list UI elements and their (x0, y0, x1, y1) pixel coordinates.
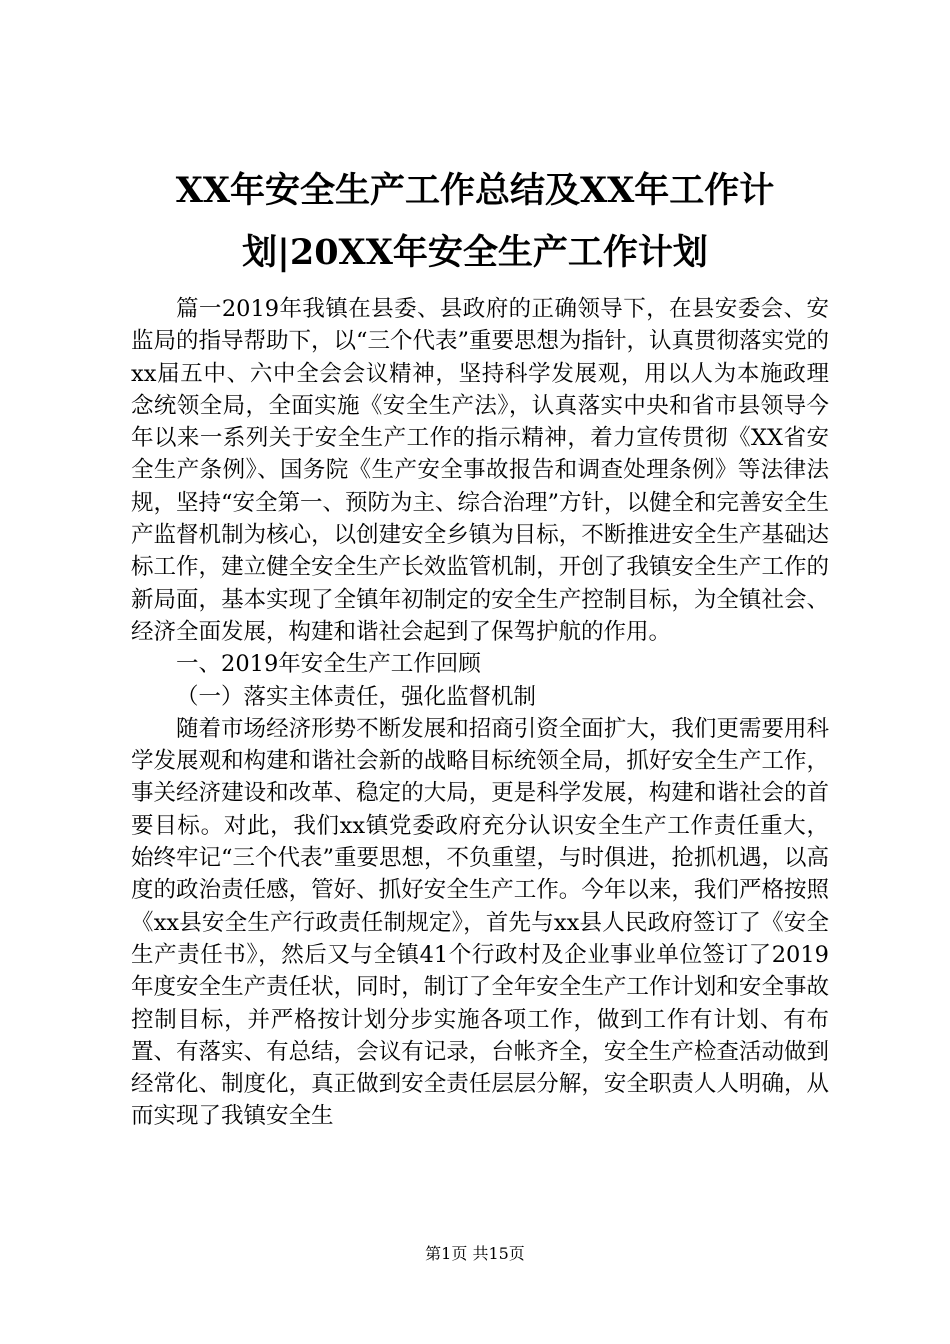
subsection-heading: （一）落实主体责任，强化监督机制 (176, 683, 537, 710)
intro-paragraph: 篇一2019年我镇在县委、县政府的正确领导下，在县安委会、安监局的指导帮助下，以“三个代表”重要思想为指针，认真贯彻落实党的xx届五中、六中全会会议精神，坚持科学发展观，用以人为本施政理念统领全局，全面实施《安全生产法》，认真落实中央和省市县领导今年以来一系列关于安全生产工作的指示精神，着力宣传贯彻《XX省安全生产条例》、国务院《生产安全事故报告和调查处理条例》等法律法规，坚持“安全第一、预防为主、综合治理”方针，以健全和完善安全生产监督机制为核心，以创建安全乡镇为目标，不断推进安全生产基础达标工作，建立健全安全生产长效监管机制，开创了我镇安全生产工作的新局面，基本实现了全镇年初制定的安全生产控制目标，为全镇社会、经济全面发展，构建和谐社会起到了保驾护航的作用。 (131, 296, 830, 645)
document-title: XX年安全生产工作总结及XX年工作计划|20XX年安全生产工作计划 (175, 170, 775, 273)
page-footer: 第1页 共15页 (425, 1244, 525, 1263)
section-heading: 一、2019年安全生产工作回顾 (176, 651, 481, 678)
document-body (131, 293, 829, 1133)
body-paragraph: 随着市场经济形势不断发展和招商引资全面扩大，我们更需要用科学发展观和构建和谐社会新的战略目标统领全局，抓好安全生产工作，事关经济建设和改革、稳定的大局，更是科学发展，构建和谐社会的首要目标。对此，我们xx镇党委政府充分认识安全生产工作责任重大，始终牢记“三个代表”重要思想，不负重望，与时俱进，抢抓机遇，以高度的政治责任感，管好、抓好安全生产工作。今年以来，我们严格按照《xx县安全生产行政责任制规定》，首先与xx县人民政府签订了《安全生产责任书》，然后又与全镇41个行政村及企业事业单位签订了2019年度安全生产责任状，同时，制订了全年安全生产工作计划和安全事故控制目标，并严格按计划分步实施各项工作，做到工作有计划、有布置、有落实、有总结，会议有记录，台帐齐全，安全生产检查活动做到经常化、制度化，真正做到安全责任层层分解，安全职责人人明确，从而实现了我镇安全生 (131, 715, 830, 1130)
